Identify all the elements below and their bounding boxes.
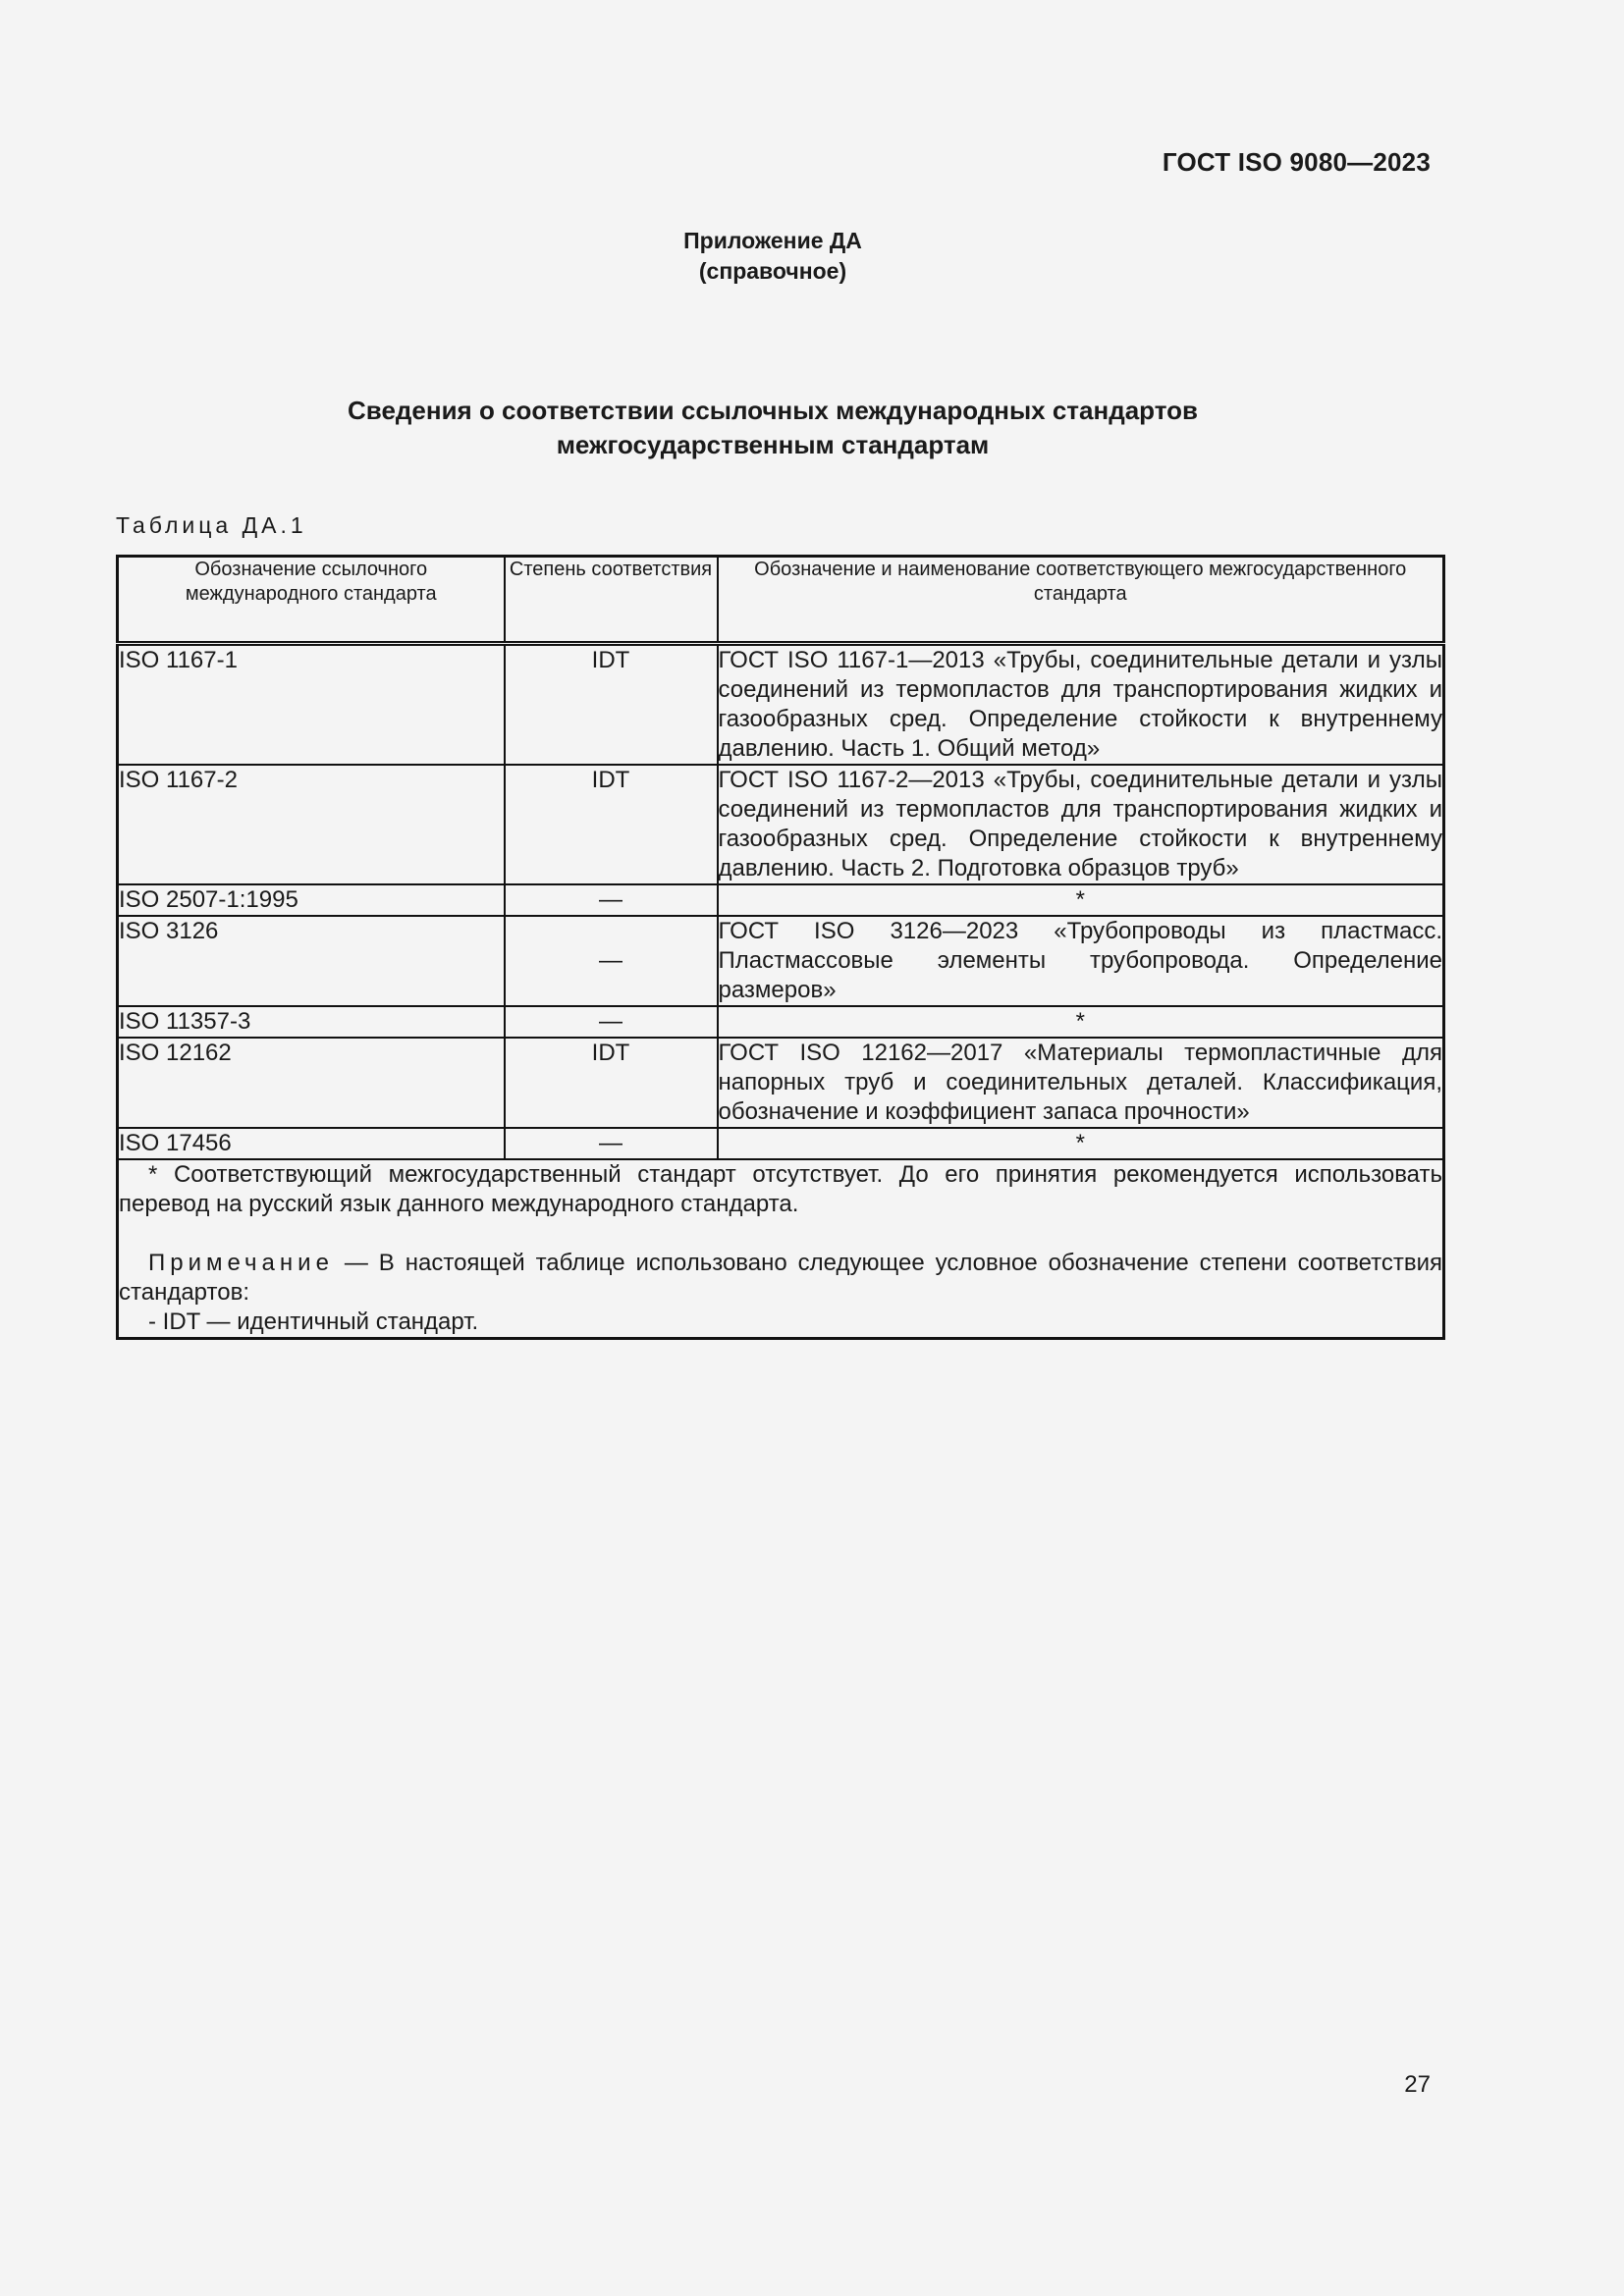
note-label: Примечание <box>148 1250 334 1276</box>
note-item: - IDT — идентичный стандарт. <box>148 1308 479 1335</box>
cell-description: ГОСТ ISO 1167-1—2013 «Трубы, соединительные детали и узлы соединений из термопластов для транспортирования жидких и газообразных сред. Определение стойкости к внутреннему давлению. Часть 1. Общий метод» <box>718 644 1444 766</box>
standards-table <box>116 555 1445 1340</box>
table-row <box>118 1128 1444 1159</box>
cell-degree: — <box>505 1128 718 1159</box>
table-row <box>118 916 1444 1006</box>
cell-code: ISO 3126 <box>118 916 505 1006</box>
header-interstate-standard: Обозначение и наименование соответствующего межгосударственного стандарта <box>718 557 1444 644</box>
table-row <box>118 1038 1444 1128</box>
page-number: 27 <box>1404 2071 1431 2098</box>
cell-description: ГОСТ ISO 12162—2017 «Материалы термопластичные для напорных труб и соединительных деталей. Классификация, обозначение и коэффициент запаса прочности» <box>718 1038 1444 1128</box>
cell-degree: IDT <box>505 765 718 884</box>
header-reference-standard: Обозначение ссылочного международного стандарта <box>118 557 505 644</box>
cell-code: ISO 1167-2 <box>118 765 505 884</box>
appendix-subtitle: (справочное) <box>698 258 847 284</box>
cell-degree: IDT <box>505 644 718 766</box>
cell-degree: IDT <box>505 1038 718 1128</box>
table-row <box>118 1006 1444 1038</box>
cell-description: * <box>718 884 1444 916</box>
section-title <box>0 394 1545 462</box>
cell-degree: — <box>505 884 718 916</box>
table-header-row <box>118 557 1444 644</box>
section-title-line2: межгосударственным стандартам <box>556 430 990 459</box>
table-notes-row <box>118 1159 1444 1339</box>
cell-description: * <box>718 1128 1444 1159</box>
appendix-heading <box>0 226 1545 287</box>
cell-description: ГОСТ ISO 1167-2—2013 «Трубы, соединительные детали и узлы соединений из термопластов для транспортирования жидких и газообразных сред. Определение стойкости к внутреннему давлению. Часть 2. Подготовка образцов труб» <box>718 765 1444 884</box>
cell-degree: — <box>505 1006 718 1038</box>
header-degree: Степень соответствия <box>505 557 718 644</box>
cell-code: ISO 2507-1:1995 <box>118 884 505 916</box>
table-row <box>118 644 1444 766</box>
cell-description: ГОСТ ISO 3126—2023 «Трубопроводы из пластмасс. Пластмассовые элементы трубопровода. Определение размеров» <box>718 916 1444 1006</box>
cell-code: ISO 1167-1 <box>118 644 505 766</box>
note <box>119 1249 1442 1308</box>
document-code: ГОСТ ISO 9080—2023 <box>1162 147 1431 177</box>
appendix-title: Приложение ДА <box>683 228 862 253</box>
table-caption: Таблица ДА.1 <box>116 512 307 538</box>
footnote: * Соответствующий межгосударственный стандарт отсутствует. До его принятия рекомендуется использовать перевод на русский язык данного международного стандарта. <box>119 1161 1442 1217</box>
table-notes <box>118 1159 1444 1339</box>
section-title-line1: Сведения о соответствии ссылочных международных стандартов <box>348 396 1198 425</box>
table-row <box>118 765 1444 884</box>
cell-degree: — <box>505 916 718 1006</box>
cell-code: ISO 12162 <box>118 1038 505 1128</box>
table-row <box>118 884 1444 916</box>
note-text: — В настоящей таблице использовано следующее условное обозначение степени соответствия стандартов: <box>119 1250 1442 1306</box>
cell-code: ISO 17456 <box>118 1128 505 1159</box>
cell-description: * <box>718 1006 1444 1038</box>
cell-code: ISO 11357-3 <box>118 1006 505 1038</box>
